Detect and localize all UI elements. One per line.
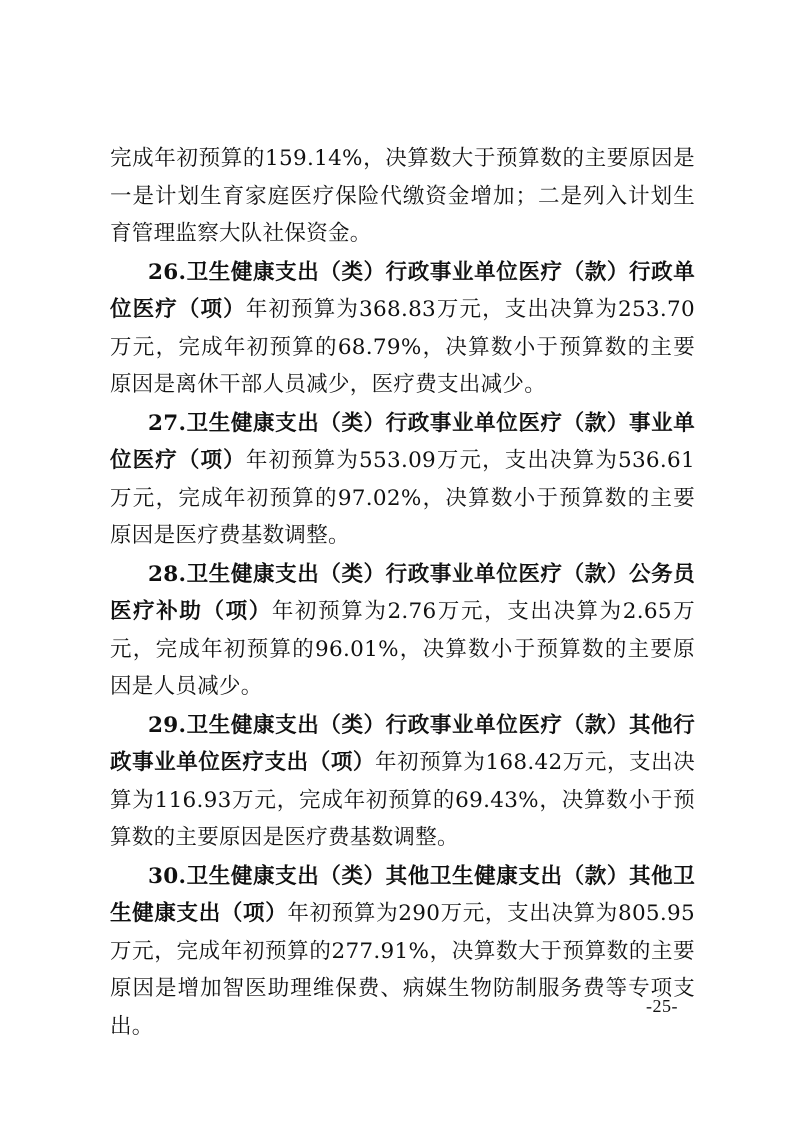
page-number: -25- xyxy=(646,996,678,1016)
paragraph-continuation xyxy=(110,140,695,253)
paragraph-body: 完成年初预算的159.14%，决算数大于预算数的主要原因是一是计划生育家庭医疗保险代缴资金增加；二是列入计划生育管理监察大队社保资金。 xyxy=(110,146,695,246)
paragraph-item-29 xyxy=(110,707,695,857)
paragraph-item-30 xyxy=(110,858,695,1046)
paragraph-body: 年初预算为2.76万元，支出决算为2.65万元，完成年初预算的96.01%，决算数小于预算数的主要原因是人员减少。 xyxy=(110,599,695,699)
paragraph-body: 年初预算为368.83万元，支出决算为253.70万元，完成年初预算的68.79%，决算数小于预算数的主要原因是离休干部人员减少，医疗费支出减少。 xyxy=(110,297,695,397)
paragraph-heading: 29.卫生健康支出（类）行政事业单位医疗（款）其他行政事业单位医疗支出（项） xyxy=(110,712,695,775)
paragraph-heading: 30.卫生健康支出（类）其他卫生健康支出（款）其他卫生健康支出（项） xyxy=(110,863,695,926)
paragraph-item-26 xyxy=(110,254,695,404)
document-body xyxy=(110,140,695,1045)
paragraph-item-27 xyxy=(110,405,695,555)
paragraph-body: 年初预算为168.42万元，支出决算为116.93万元，完成年初预算的69.43%，决算数小于预算数的主要原因是医疗费基数调整。 xyxy=(110,750,695,850)
paragraph-body: 年初预算为553.09万元，支出决算为536.61万元，完成年初预算的97.02%，决算数小于预算数的主要原因是医疗费基数调整。 xyxy=(110,448,695,548)
paragraph-heading: 26.卫生健康支出（类）行政事业单位医疗（款）行政单位医疗（项） xyxy=(110,259,695,322)
paragraph-heading: 27.卫生健康支出（类）行政事业单位医疗（款）事业单位医疗（项） xyxy=(110,410,695,473)
paragraph-heading: 28.卫生健康支出（类）行政事业单位医疗（款）公务员医疗补助（项） xyxy=(110,561,695,624)
paragraph-body: 年初预算为290万元，支出决算为805.95万元，完成年初预算的277.91%，决算数大于预算数的主要原因是增加智医助理维保费、病媒生物防制服务费等专项支出。 xyxy=(110,901,695,1039)
paragraph-item-28 xyxy=(110,556,695,706)
